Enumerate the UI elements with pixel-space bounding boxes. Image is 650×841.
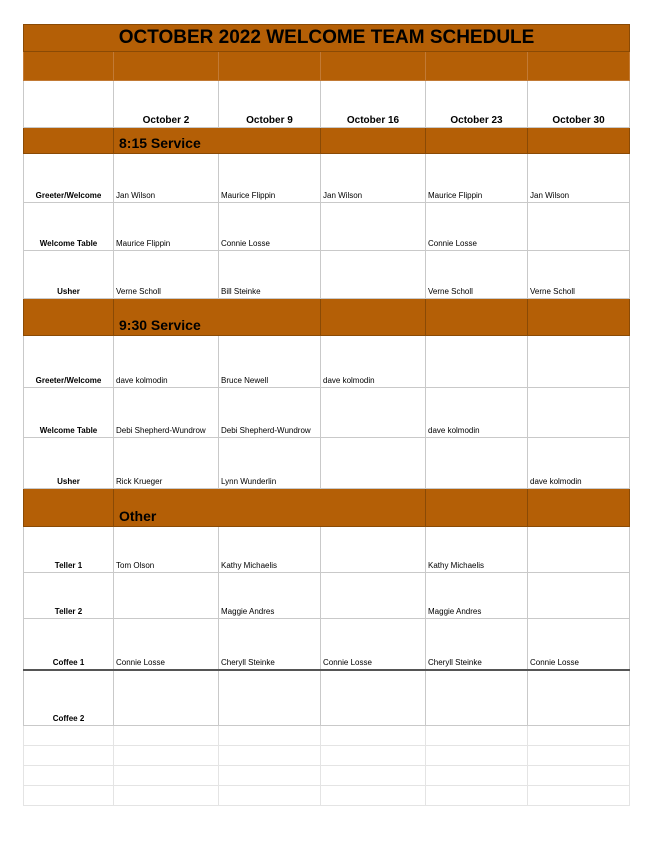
section-band-cell xyxy=(528,489,630,527)
empty-cell xyxy=(321,786,426,806)
table-row xyxy=(24,388,630,438)
table-row xyxy=(24,527,630,573)
assignment-cell: Cheryll Steinke xyxy=(426,619,528,670)
schedule-table xyxy=(23,24,630,806)
assignment-cell: Cheryll Steinke xyxy=(219,619,321,670)
date-header-row xyxy=(24,81,630,128)
role-label: Teller 1 xyxy=(24,527,114,573)
role-label: Usher xyxy=(24,251,114,299)
table-row xyxy=(24,203,630,251)
empty-cell xyxy=(321,766,426,786)
assignment-cell: dave kolmodin xyxy=(114,336,219,388)
assignment-cell xyxy=(321,527,426,573)
section-title: 9:30 Service xyxy=(114,299,321,336)
assignment-cell: Connie Losse xyxy=(528,619,630,670)
assignment-cell xyxy=(321,670,426,726)
empty-cell xyxy=(426,786,528,806)
band-cell xyxy=(219,52,321,81)
empty-cell xyxy=(321,726,426,746)
section-band-cell xyxy=(24,489,114,527)
title-row xyxy=(24,25,630,52)
role-label: Teller 2 xyxy=(24,573,114,619)
assignment-cell xyxy=(426,336,528,388)
empty-cell xyxy=(24,786,114,806)
title-band xyxy=(24,52,630,81)
table-row xyxy=(24,438,630,489)
assignment-cell xyxy=(426,670,528,726)
assignment-cell: Verne Scholl xyxy=(114,251,219,299)
assignment-cell xyxy=(321,251,426,299)
empty-row xyxy=(24,766,630,786)
empty-cell xyxy=(528,746,630,766)
empty-cell xyxy=(219,746,321,766)
empty-cell xyxy=(219,726,321,746)
empty-cell xyxy=(528,726,630,746)
table-row xyxy=(24,670,630,726)
section-band-cell xyxy=(24,128,114,154)
band-cell xyxy=(528,52,630,81)
assignment-cell xyxy=(321,203,426,251)
empty-cell xyxy=(24,746,114,766)
date-header: October 30 xyxy=(528,81,630,128)
assignment-cell: dave kolmodin xyxy=(426,388,528,438)
role-label: Coffee 1 xyxy=(24,619,114,670)
assignment-cell xyxy=(528,670,630,726)
assignment-cell: dave kolmodin xyxy=(528,438,630,489)
assignment-cell: Jan Wilson xyxy=(114,154,219,203)
table-row xyxy=(24,251,630,299)
band-cell xyxy=(426,52,528,81)
empty-cell xyxy=(24,766,114,786)
role-label: Greeter/Welcome xyxy=(24,336,114,388)
assignment-cell: Kathy Michaelis xyxy=(219,527,321,573)
assignment-cell: Kathy Michaelis xyxy=(426,527,528,573)
empty-cell xyxy=(114,766,219,786)
date-header: October 16 xyxy=(321,81,426,128)
section-band-cell xyxy=(426,299,528,336)
section-header-row xyxy=(24,299,630,336)
empty-cell xyxy=(219,766,321,786)
empty-row xyxy=(24,726,630,746)
assignment-cell: Connie Losse xyxy=(426,203,528,251)
section-title: Other xyxy=(114,489,426,527)
band-cell xyxy=(321,52,426,81)
section-title: 8:15 Service xyxy=(114,128,321,154)
empty-cell xyxy=(426,766,528,786)
schedule-title: OCTOBER 2022 WELCOME TEAM SCHEDULE xyxy=(24,25,630,52)
assignment-cell xyxy=(114,573,219,619)
assignment-cell: Connie Losse xyxy=(219,203,321,251)
section-header-row xyxy=(24,489,630,527)
assignment-cell: Verne Scholl xyxy=(528,251,630,299)
assignment-cell: Jan Wilson xyxy=(321,154,426,203)
date-header: October 23 xyxy=(426,81,528,128)
empty-cell xyxy=(528,766,630,786)
empty-cell xyxy=(219,786,321,806)
assignment-cell: dave kolmodin xyxy=(321,336,426,388)
empty-cell xyxy=(114,746,219,766)
role-label: Usher xyxy=(24,438,114,489)
band-cell xyxy=(114,52,219,81)
assignment-cell xyxy=(528,573,630,619)
section-header-row xyxy=(24,128,630,154)
table-row xyxy=(24,573,630,619)
assignment-cell xyxy=(219,670,321,726)
assignment-cell xyxy=(321,388,426,438)
assignment-cell xyxy=(114,670,219,726)
empty-cell xyxy=(24,726,114,746)
assignment-cell: Debi Shepherd-Wundrow xyxy=(219,388,321,438)
role-label: Welcome Table xyxy=(24,203,114,251)
section-band-cell xyxy=(426,489,528,527)
assignment-cell: Jan Wilson xyxy=(528,154,630,203)
assignment-cell: Connie Losse xyxy=(321,619,426,670)
assignment-cell xyxy=(528,527,630,573)
date-header: October 9 xyxy=(219,81,321,128)
section-band-cell xyxy=(426,128,528,154)
role-label: Greeter/Welcome xyxy=(24,154,114,203)
table-row xyxy=(24,336,630,388)
section-band-cell xyxy=(321,128,426,154)
assignment-cell: Debi Shepherd-Wundrow xyxy=(114,388,219,438)
empty-row xyxy=(24,746,630,766)
assignment-cell: Maggie Andres xyxy=(426,573,528,619)
empty-cell xyxy=(426,726,528,746)
assignment-cell: Bruce Newell xyxy=(219,336,321,388)
assignment-cell: Verne Scholl xyxy=(426,251,528,299)
assignment-cell xyxy=(426,438,528,489)
assignment-cell: Maurice Flippin xyxy=(219,154,321,203)
role-label: Welcome Table xyxy=(24,388,114,438)
assignment-cell: Tom Olson xyxy=(114,527,219,573)
empty-cell xyxy=(426,746,528,766)
assignment-cell xyxy=(528,388,630,438)
section-band-cell xyxy=(24,299,114,336)
assignment-cell: Connie Losse xyxy=(114,619,219,670)
section-band-cell xyxy=(528,128,630,154)
band-cell xyxy=(24,52,114,81)
assignment-cell xyxy=(528,203,630,251)
empty-cell xyxy=(114,786,219,806)
assignment-cell: Rick Krueger xyxy=(114,438,219,489)
assignment-cell: Maurice Flippin xyxy=(426,154,528,203)
empty-cell xyxy=(528,786,630,806)
role-label: Coffee 2 xyxy=(24,670,114,726)
empty-cell xyxy=(321,746,426,766)
table-row xyxy=(24,619,630,670)
empty-row xyxy=(24,786,630,806)
assignment-cell: Maggie Andres xyxy=(219,573,321,619)
assignment-cell: Bill Steinke xyxy=(219,251,321,299)
section-band-cell xyxy=(528,299,630,336)
header-corner xyxy=(24,81,114,128)
date-header: October 2 xyxy=(114,81,219,128)
assignment-cell xyxy=(321,573,426,619)
assignment-cell: Lynn Wunderlin xyxy=(219,438,321,489)
assignment-cell xyxy=(528,336,630,388)
table-row xyxy=(24,154,630,203)
section-band-cell xyxy=(321,299,426,336)
assignment-cell: Maurice Flippin xyxy=(114,203,219,251)
empty-cell xyxy=(114,726,219,746)
assignment-cell xyxy=(321,438,426,489)
